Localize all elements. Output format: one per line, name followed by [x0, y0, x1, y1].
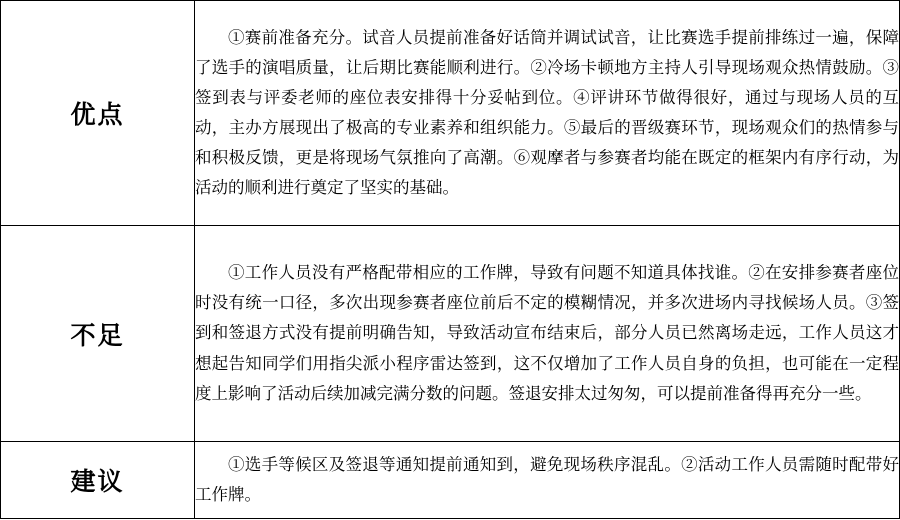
table-row [1, 442, 900, 519]
paragraph-suggestions: ①选手等候区及签退等通知提前通知到，避免现场秩序混乱。②活动工作人员需随时配带好工作牌。 [195, 454, 899, 504]
table-body [1, 1, 900, 519]
table-row [1, 226, 900, 442]
row-content-advantages [195, 1, 900, 226]
row-label-advantages: 优点 [1, 1, 195, 226]
paragraph-advantages: ①赛前准备充分。试音人员提前准备好话筒并调试试音，让比赛选手提前排练过一遍，保障了选手的演唱质量，让后期比赛能顺利进行。②冷场卡顿地方主持人引导现场观众热情鼓励。③签到表与评委老师的座位表安排得十分妥帖到位。④评讲环节做得很好，通过与现场人员的互动，主办方展现出了极高的专业素养和组织能力。⑤最后的晋级赛环节，现场观众们的热情参与和积极反馈，更是将现场气氛推向了高潮。⑥观摩者与参赛者均能在既定的框架内有序行动，为活动的顺利进行奠定了坚实的基础。 [195, 27, 899, 198]
table-row [1, 1, 900, 226]
row-label-suggestions: 建议 [1, 442, 195, 519]
row-content-suggestions [195, 442, 900, 519]
row-label-shortcomings: 不足 [1, 226, 195, 442]
paragraph-shortcomings: ①工作人员没有严格配带相应的工作牌，导致有问题不知道具体找谁。②在安排参赛者座位时没有统一口径，多次出现参赛者座位前后不定的模糊情况，并多次进场内寻找候场人员。③签到和签退方式没有提前明确告知，导致活动宣布结束后，部分人员已然离场走远，工作人员这才想起告知同学们用指尖派小程序雷达签到，这不仅增加了工作人员自身的负担，也可能在一定程度上影响了活动后续加减完满分数的问题。签退安排太过匆匆，可以提前准备得再充分一些。 [195, 263, 899, 403]
row-content-shortcomings [195, 226, 900, 442]
